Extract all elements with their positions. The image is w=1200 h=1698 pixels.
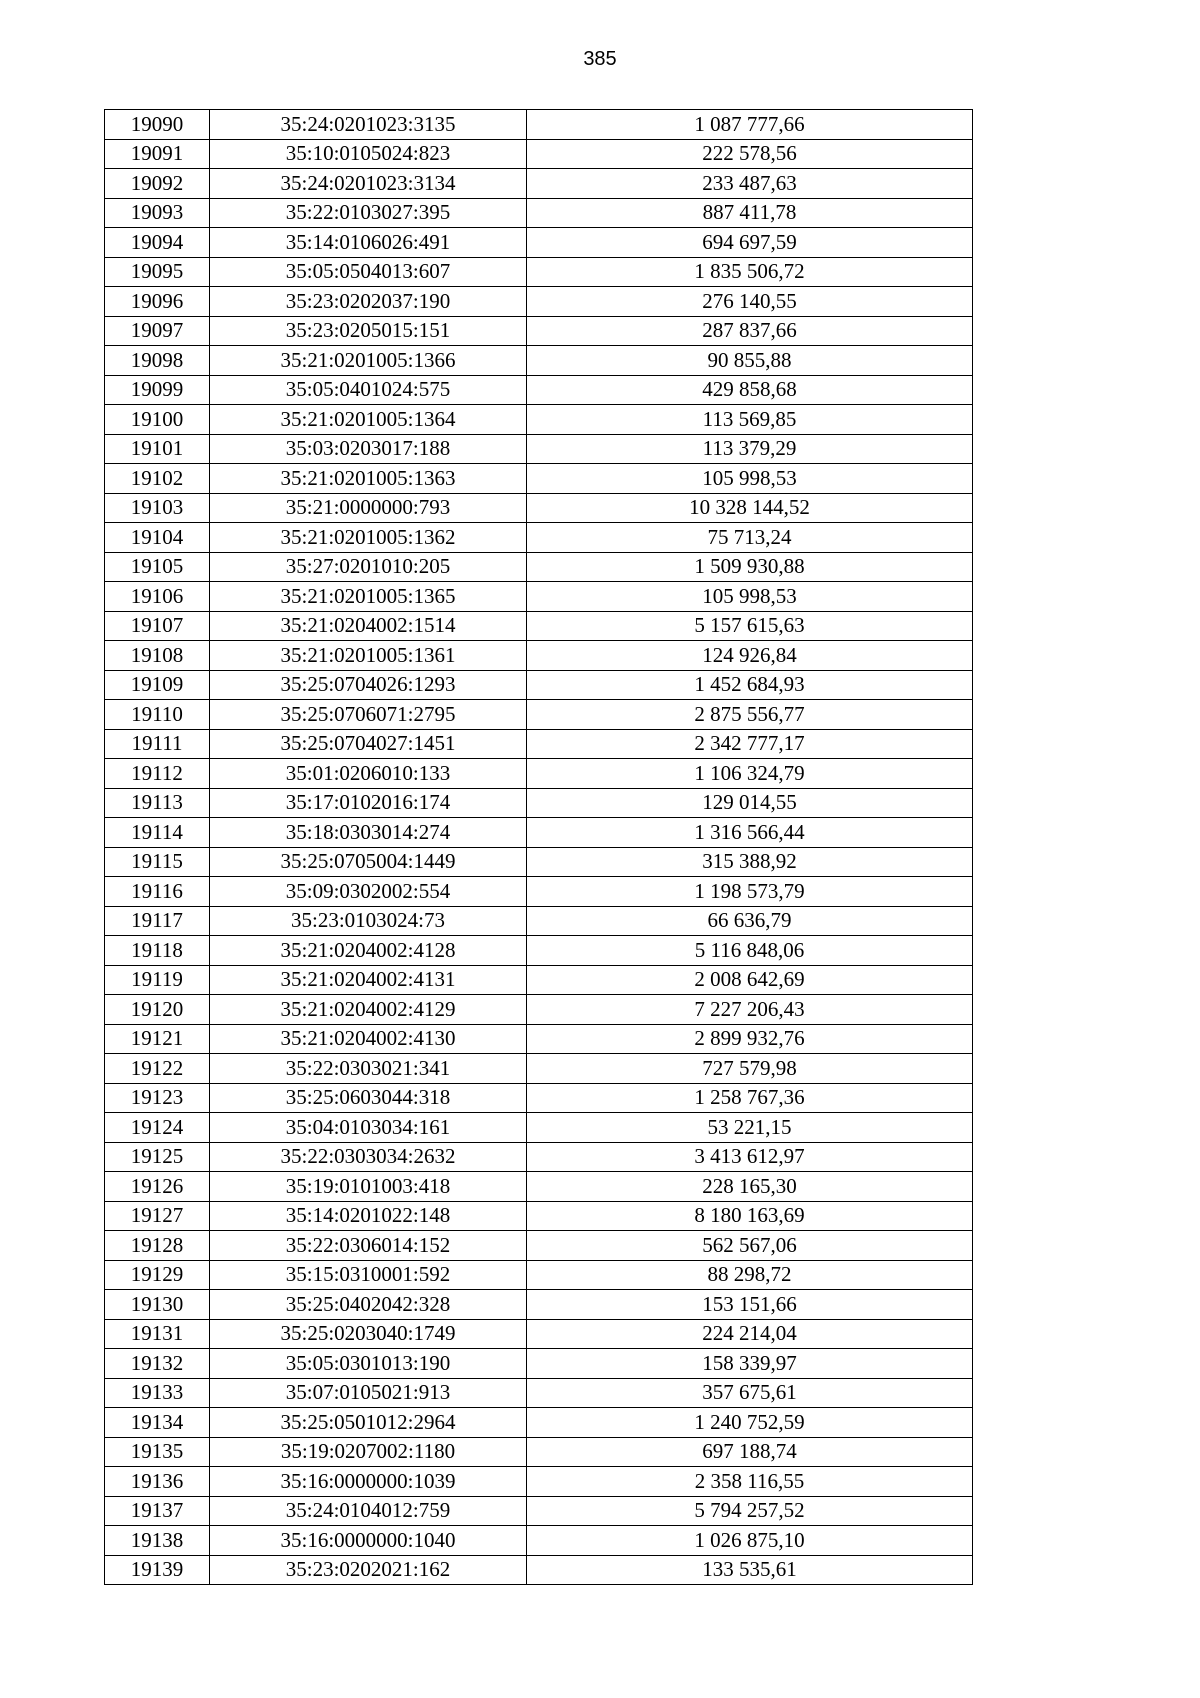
table-row [105, 464, 973, 494]
cadastral-number-cell: 35:09:0302002:554 [210, 877, 527, 907]
cadastral-number-cell: 35:21:0204002:1514 [210, 611, 527, 641]
cadastral-number-cell: 35:21:0204002:4130 [210, 1024, 527, 1054]
cadastral-number-cell: 35:19:0207002:1180 [210, 1437, 527, 1467]
row-number-cell: 19111 [105, 729, 210, 759]
row-number-cell: 19107 [105, 611, 210, 641]
cadastral-value-cell: 276 140,55 [527, 287, 973, 317]
cadastral-number-cell: 35:21:0201005:1361 [210, 641, 527, 671]
cadastral-value-cell: 357 675,61 [527, 1378, 973, 1408]
row-number-cell: 19138 [105, 1526, 210, 1556]
row-number-cell: 19129 [105, 1260, 210, 1290]
row-number-cell: 19098 [105, 346, 210, 376]
row-number-cell: 19100 [105, 405, 210, 435]
table-row [105, 700, 973, 730]
table-row [105, 1496, 973, 1526]
cadastral-number-cell: 35:23:0205015:151 [210, 316, 527, 346]
cadastral-number-cell: 35:16:0000000:1039 [210, 1467, 527, 1497]
row-number-cell: 19101 [105, 434, 210, 464]
row-number-cell: 19139 [105, 1555, 210, 1585]
row-number-cell: 19133 [105, 1378, 210, 1408]
table-row [105, 1408, 973, 1438]
table-row [105, 139, 973, 169]
table-row [105, 1024, 973, 1054]
row-number-cell: 19118 [105, 936, 210, 966]
table-row [105, 1555, 973, 1585]
table-row [105, 906, 973, 936]
cadastral-value-cell: 124 926,84 [527, 641, 973, 671]
table-row [105, 228, 973, 258]
cadastral-number-cell: 35:21:0204002:4128 [210, 936, 527, 966]
cadastral-value-cell: 8 180 163,69 [527, 1201, 973, 1231]
cadastral-value-cell: 2 342 777,17 [527, 729, 973, 759]
table-row [105, 316, 973, 346]
table-row [105, 582, 973, 612]
cadastral-value-cell: 233 487,63 [527, 169, 973, 199]
row-number-cell: 19099 [105, 375, 210, 405]
table-row [105, 257, 973, 287]
row-number-cell: 19103 [105, 493, 210, 523]
row-number-cell: 19135 [105, 1437, 210, 1467]
cadastral-value-cell: 105 998,53 [527, 582, 973, 612]
cadastral-number-cell: 35:25:0704027:1451 [210, 729, 527, 759]
row-number-cell: 19136 [105, 1467, 210, 1497]
row-number-cell: 19137 [105, 1496, 210, 1526]
page-number: 385 [583, 48, 617, 70]
cadastral-number-cell: 35:10:0105024:823 [210, 139, 527, 169]
row-number-cell: 19094 [105, 228, 210, 258]
cadastral-number-cell: 35:03:0203017:188 [210, 434, 527, 464]
table-row [105, 1437, 973, 1467]
cadastral-number-cell: 35:23:0202021:162 [210, 1555, 527, 1585]
table-row [105, 1113, 973, 1143]
cadastral-number-cell: 35:21:0204002:4129 [210, 995, 527, 1025]
cadastral-number-cell: 35:07:0105021:913 [210, 1378, 527, 1408]
cadastral-value-cell: 1 026 875,10 [527, 1526, 973, 1556]
cadastral-value-cell: 75 713,24 [527, 523, 973, 553]
cadastral-number-cell: 35:21:0201005:1363 [210, 464, 527, 494]
cadastral-number-cell: 35:25:0705004:1449 [210, 847, 527, 877]
cadastral-value-cell: 53 221,15 [527, 1113, 973, 1143]
table-row [105, 1467, 973, 1497]
row-number-cell: 19093 [105, 198, 210, 228]
cadastral-value-cell: 7 227 206,43 [527, 995, 973, 1025]
cadastral-value-cell: 113 379,29 [527, 434, 973, 464]
cadastral-value-cell: 224 214,04 [527, 1319, 973, 1349]
table-row [105, 641, 973, 671]
cadastral-value-cell: 694 697,59 [527, 228, 973, 258]
row-number-cell: 19128 [105, 1231, 210, 1261]
cadastral-value-cell: 222 578,56 [527, 139, 973, 169]
row-number-cell: 19108 [105, 641, 210, 671]
row-number-cell: 19116 [105, 877, 210, 907]
cadastral-number-cell: 35:25:0402042:328 [210, 1290, 527, 1320]
cadastral-value-cell: 5 794 257,52 [527, 1496, 973, 1526]
row-number-cell: 19097 [105, 316, 210, 346]
cadastral-value-cell: 2 008 642,69 [527, 965, 973, 995]
cadastral-value-cell: 1 835 506,72 [527, 257, 973, 287]
cadastral-number-cell: 35:25:0706071:2795 [210, 700, 527, 730]
cadastral-value-cell: 1 509 930,88 [527, 552, 973, 582]
cadastral-number-cell: 35:22:0306014:152 [210, 1231, 527, 1261]
cadastral-value-cell: 88 298,72 [527, 1260, 973, 1290]
table-row [105, 1378, 973, 1408]
cadastral-number-cell: 35:21:0000000:793 [210, 493, 527, 523]
table-row [105, 847, 973, 877]
table-row [105, 405, 973, 435]
cadastral-number-cell: 35:15:0310001:592 [210, 1260, 527, 1290]
table-row [105, 1260, 973, 1290]
row-number-cell: 19119 [105, 965, 210, 995]
cadastral-value-cell: 697 188,74 [527, 1437, 973, 1467]
cadastral-number-cell: 35:21:0201005:1362 [210, 523, 527, 553]
row-number-cell: 19120 [105, 995, 210, 1025]
cadastral-value-cell: 1 316 566,44 [527, 818, 973, 848]
table-row [105, 523, 973, 553]
row-number-cell: 19132 [105, 1349, 210, 1379]
table-row [105, 287, 973, 317]
cadastral-number-cell: 35:24:0201023:3134 [210, 169, 527, 199]
cadastral-number-cell: 35:21:0204002:4131 [210, 965, 527, 995]
table-row [105, 1319, 973, 1349]
table-row [105, 1083, 973, 1113]
table-row [105, 965, 973, 995]
cadastral-value-cell: 158 339,97 [527, 1349, 973, 1379]
table-body [105, 110, 973, 1585]
row-number-cell: 19123 [105, 1083, 210, 1113]
cadastral-value-cell: 228 165,30 [527, 1172, 973, 1202]
cadastral-value-cell: 1 258 767,36 [527, 1083, 973, 1113]
cadastral-value-table [104, 109, 973, 1585]
cadastral-number-cell: 35:14:0106026:491 [210, 228, 527, 258]
row-number-cell: 19091 [105, 139, 210, 169]
table-row [105, 434, 973, 464]
table-row [105, 995, 973, 1025]
cadastral-value-cell: 2 358 116,55 [527, 1467, 973, 1497]
cadastral-value-cell: 153 151,66 [527, 1290, 973, 1320]
row-number-cell: 19122 [105, 1054, 210, 1084]
cadastral-value-cell: 429 858,68 [527, 375, 973, 405]
cadastral-number-cell: 35:21:0201005:1365 [210, 582, 527, 612]
table-row [105, 1142, 973, 1172]
cadastral-number-cell: 35:25:0501012:2964 [210, 1408, 527, 1438]
row-number-cell: 19096 [105, 287, 210, 317]
cadastral-number-cell: 35:14:0201022:148 [210, 1201, 527, 1231]
table-row [105, 788, 973, 818]
cadastral-number-cell: 35:23:0202037:190 [210, 287, 527, 317]
cadastral-number-cell: 35:22:0103027:395 [210, 198, 527, 228]
cadastral-value-cell: 315 388,92 [527, 847, 973, 877]
row-number-cell: 19092 [105, 169, 210, 199]
cadastral-number-cell: 35:25:0603044:318 [210, 1083, 527, 1113]
cadastral-value-cell: 2 875 556,77 [527, 700, 973, 730]
row-number-cell: 19090 [105, 110, 210, 140]
table-row [105, 1201, 973, 1231]
table-row [105, 729, 973, 759]
cadastral-number-cell: 35:21:0201005:1366 [210, 346, 527, 376]
table-row [105, 1172, 973, 1202]
row-number-cell: 19110 [105, 700, 210, 730]
row-number-cell: 19105 [105, 552, 210, 582]
cadastral-number-cell: 35:24:0104012:759 [210, 1496, 527, 1526]
cadastral-number-cell: 35:23:0103024:73 [210, 906, 527, 936]
cadastral-number-cell: 35:25:0704026:1293 [210, 670, 527, 700]
cadastral-number-cell: 35:18:0303014:274 [210, 818, 527, 848]
cadastral-number-cell: 35:25:0203040:1749 [210, 1319, 527, 1349]
table-row [105, 877, 973, 907]
table-row [105, 818, 973, 848]
cadastral-number-cell: 35:17:0102016:174 [210, 788, 527, 818]
cadastral-value-cell: 5 116 848,06 [527, 936, 973, 966]
row-number-cell: 19106 [105, 582, 210, 612]
table-row [105, 1349, 973, 1379]
table-row [105, 936, 973, 966]
row-number-cell: 19104 [105, 523, 210, 553]
row-number-cell: 19112 [105, 759, 210, 789]
table-row [105, 375, 973, 405]
table-row [105, 1526, 973, 1556]
table-row [105, 1290, 973, 1320]
row-number-cell: 19095 [105, 257, 210, 287]
cadastral-value-cell: 1 198 573,79 [527, 877, 973, 907]
cadastral-value-cell: 1 240 752,59 [527, 1408, 973, 1438]
cadastral-number-cell: 35:05:0301013:190 [210, 1349, 527, 1379]
row-number-cell: 19109 [105, 670, 210, 700]
cadastral-number-cell: 35:21:0201005:1364 [210, 405, 527, 435]
cadastral-number-cell: 35:22:0303034:2632 [210, 1142, 527, 1172]
cadastral-value-cell: 287 837,66 [527, 316, 973, 346]
row-number-cell: 19130 [105, 1290, 210, 1320]
cadastral-value-cell: 3 413 612,97 [527, 1142, 973, 1172]
cadastral-number-cell: 35:05:0401024:575 [210, 375, 527, 405]
cadastral-value-cell: 129 014,55 [527, 788, 973, 818]
cadastral-value-cell: 1 106 324,79 [527, 759, 973, 789]
row-number-cell: 19125 [105, 1142, 210, 1172]
row-number-cell: 19121 [105, 1024, 210, 1054]
cadastral-value-cell: 5 157 615,63 [527, 611, 973, 641]
row-number-cell: 19115 [105, 847, 210, 877]
table-row [105, 169, 973, 199]
cadastral-number-cell: 35:27:0201010:205 [210, 552, 527, 582]
row-number-cell: 19117 [105, 906, 210, 936]
cadastral-value-cell: 113 569,85 [527, 405, 973, 435]
table-row [105, 493, 973, 523]
table-row [105, 552, 973, 582]
cadastral-value-cell: 887 411,78 [527, 198, 973, 228]
cadastral-number-cell: 35:16:0000000:1040 [210, 1526, 527, 1556]
cadastral-value-cell: 133 535,61 [527, 1555, 973, 1585]
table-row [105, 198, 973, 228]
cadastral-number-cell: 35:04:0103034:161 [210, 1113, 527, 1143]
cadastral-number-cell: 35:24:0201023:3135 [210, 110, 527, 140]
row-number-cell: 19114 [105, 818, 210, 848]
table-row [105, 1231, 973, 1261]
cadastral-value-cell: 562 567,06 [527, 1231, 973, 1261]
row-number-cell: 19113 [105, 788, 210, 818]
cadastral-value-cell: 1 087 777,66 [527, 110, 973, 140]
cadastral-value-cell: 10 328 144,52 [527, 493, 973, 523]
table-row [105, 611, 973, 641]
table-row [105, 759, 973, 789]
table-row [105, 110, 973, 140]
cadastral-number-cell: 35:05:0504013:607 [210, 257, 527, 287]
row-number-cell: 19134 [105, 1408, 210, 1438]
cadastral-value-cell: 66 636,79 [527, 906, 973, 936]
row-number-cell: 19102 [105, 464, 210, 494]
table-row [105, 670, 973, 700]
cadastral-number-cell: 35:22:0303021:341 [210, 1054, 527, 1084]
cadastral-value-cell: 2 899 932,76 [527, 1024, 973, 1054]
cadastral-value-cell: 1 452 684,93 [527, 670, 973, 700]
cadastral-number-cell: 35:01:0206010:133 [210, 759, 527, 789]
row-number-cell: 19126 [105, 1172, 210, 1202]
row-number-cell: 19127 [105, 1201, 210, 1231]
row-number-cell: 19124 [105, 1113, 210, 1143]
table-row [105, 1054, 973, 1084]
row-number-cell: 19131 [105, 1319, 210, 1349]
cadastral-value-cell: 727 579,98 [527, 1054, 973, 1084]
table-row [105, 346, 973, 376]
cadastral-value-cell: 90 855,88 [527, 346, 973, 376]
cadastral-value-cell: 105 998,53 [527, 464, 973, 494]
cadastral-number-cell: 35:19:0101003:418 [210, 1172, 527, 1202]
